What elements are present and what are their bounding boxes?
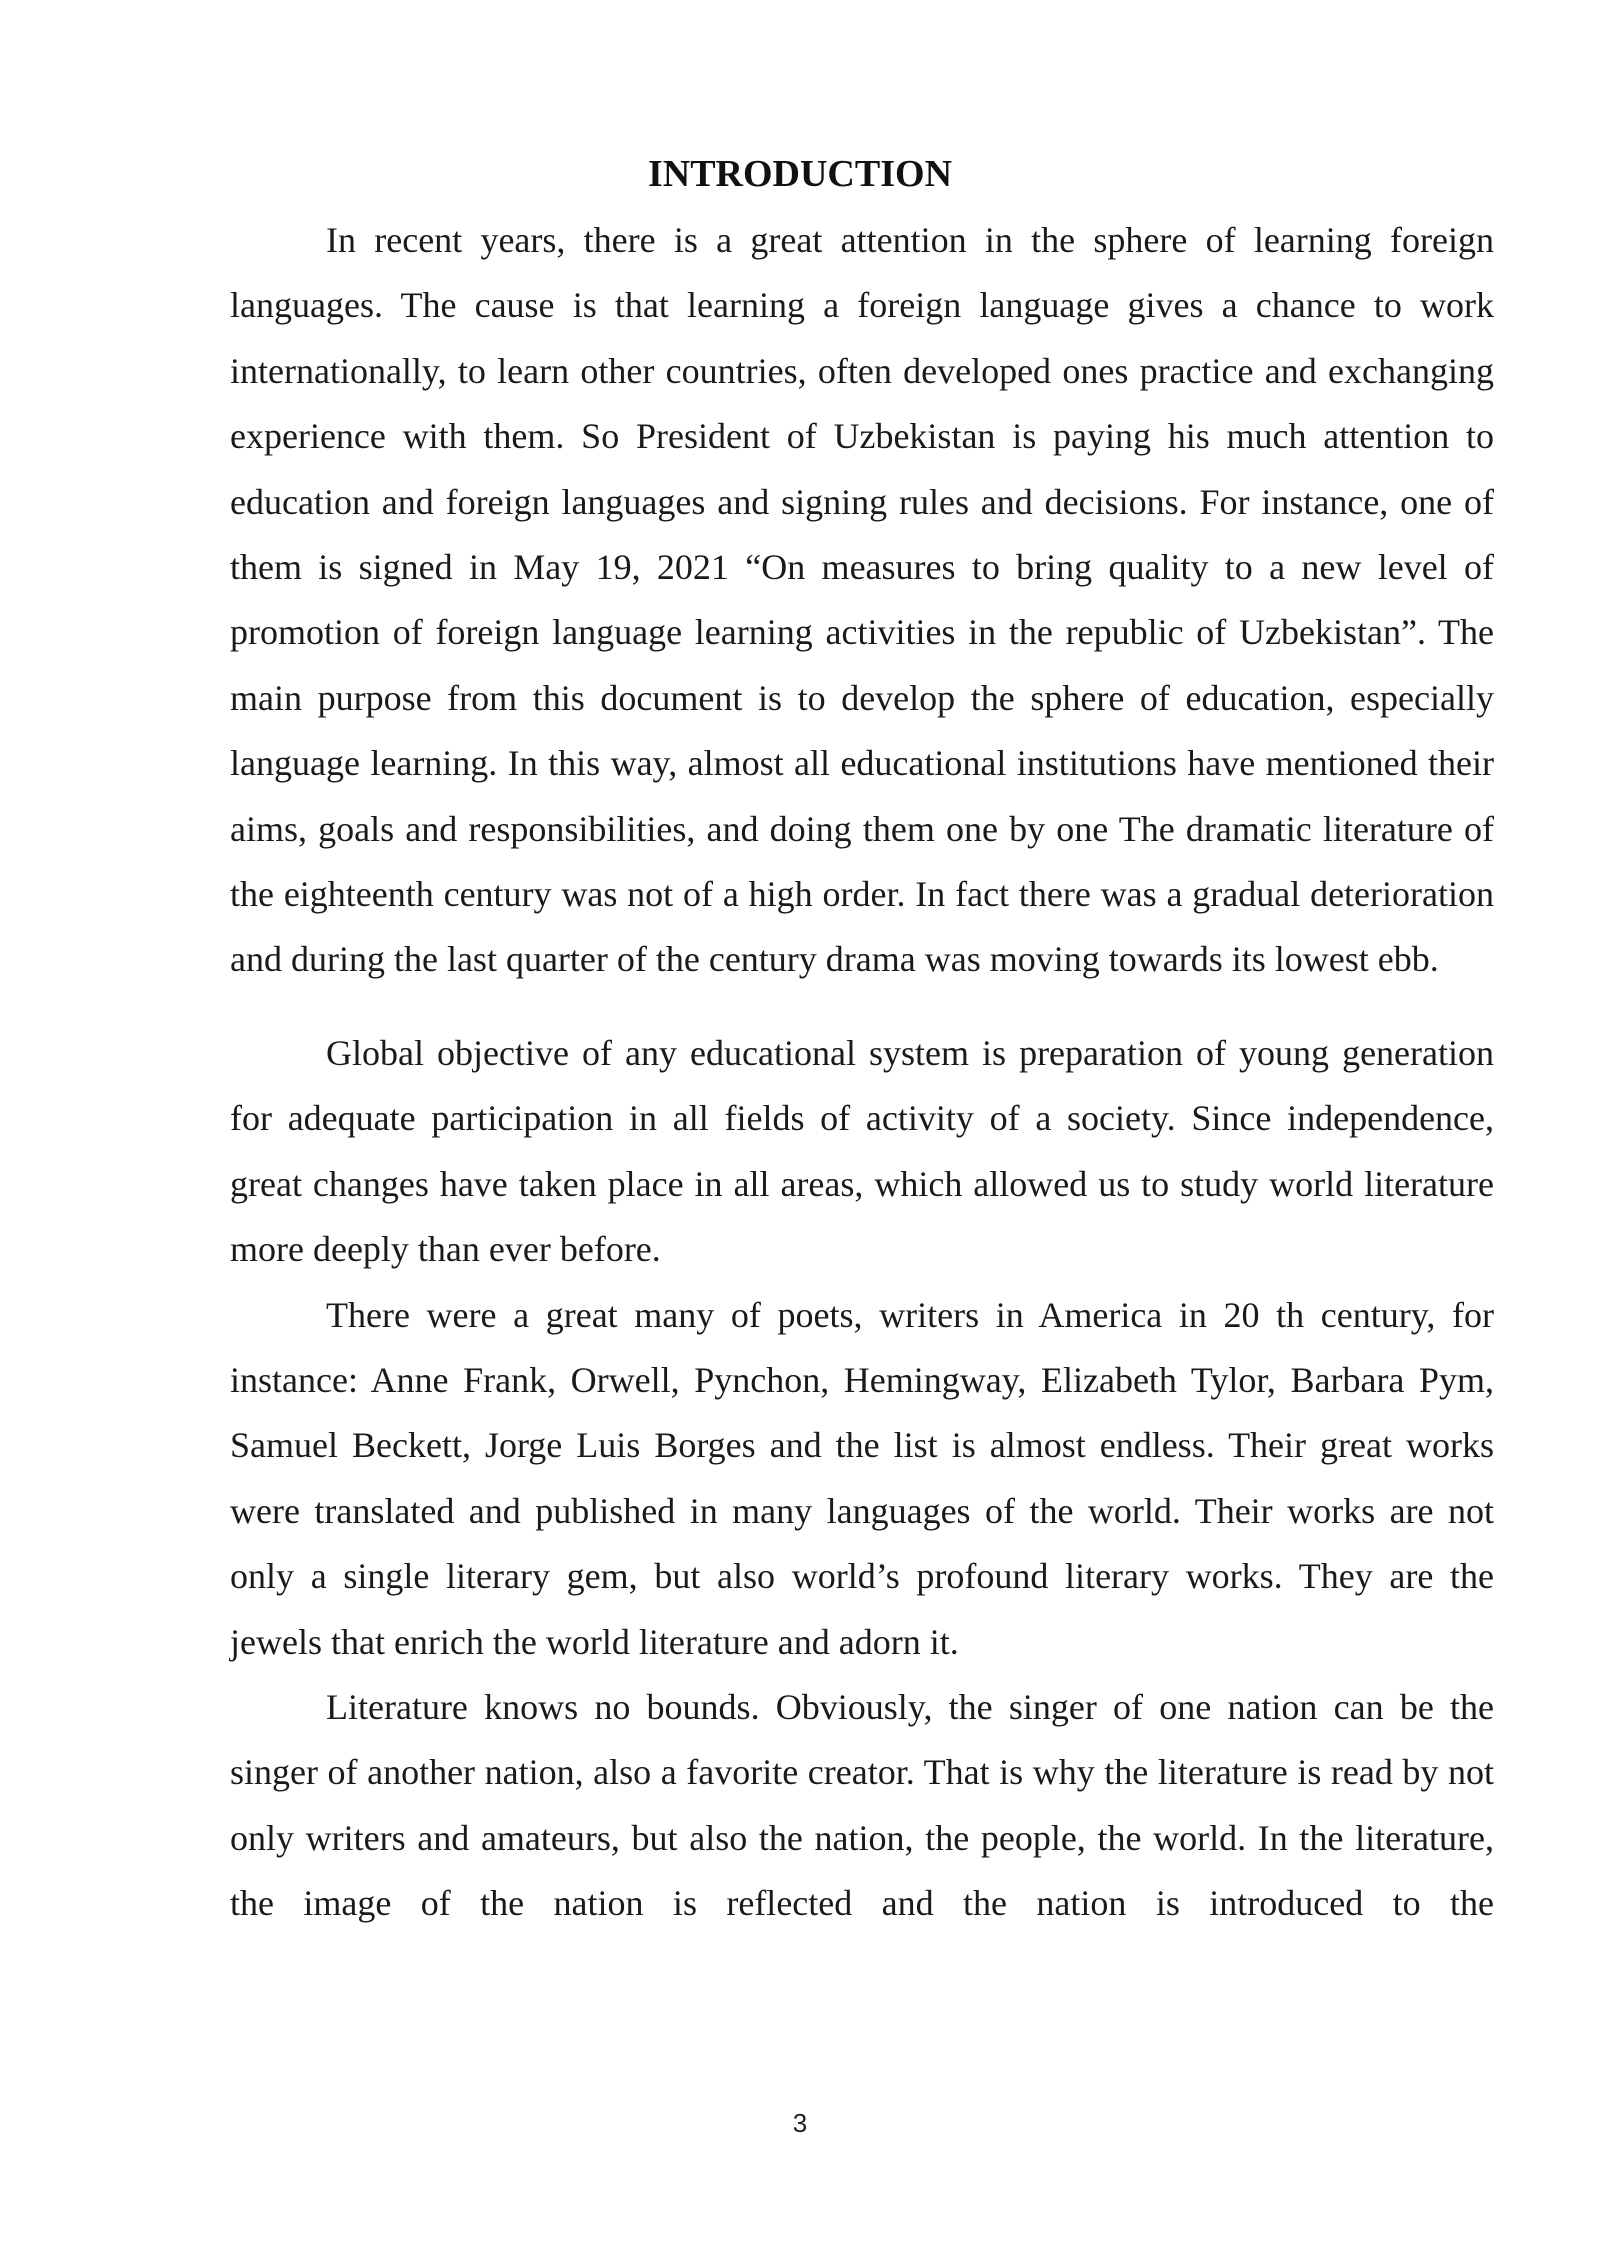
body-text <box>230 208 1494 1937</box>
paragraph-4: Literature knows no bounds. Obviously, the singer of one nation can be the singer of another nation, also a favorite creator. That is why the literature is read by not only writers and amateurs, but also the nation, the people, the world. In the literature, the image of the nation is reflected and the nation is introduced to the <box>230 1686 1494 1924</box>
paragraph-3: There were a great many of poets, writers in America in 20 th century, for instance: Anne Frank, Orwell, Pynchon, Hemingway, Elizabeth Tylor, Barbara Pym, Samuel Beckett, Jorge Luis Borges and the list is almost endless. Their great works were translated and published in many languages of the world. Their works are not only a single literary gem, but also world’s profound literary works. They are the jewels that enrich the world literature and adorn it. <box>230 1294 1494 1662</box>
paragraph-1: In recent years, there is a great attention in the sphere of learning foreign languages. The cause is that learning a foreign language gives a chance to work internationally, to learn other countries, often developed ones practice and exchanging experience with them. So President of Uzbekistan is paying his much attention to education and foreign languages and signing rules and decisions. For instance, one of them is signed in May 19, 2021 “On measures to bring quality to a new level of promotion of foreign language learning activities in the republic of Uzbekistan”. The main purpose from this document is to develop the sphere of education, especially language learning. In this way, almost all educational institutions have mentioned their aims, goals and responsibilities, and doing them one by one The dramatic literature of the eighteenth century was not of a high order. In fact there was a gradual deterioration and during the last quarter of the century drama was moving towards its lowest ebb. <box>230 220 1494 980</box>
page-title: INTRODUCTION <box>647 153 953 195</box>
page-number: 3 <box>792 2108 808 2138</box>
paragraph-2: Global objective of any educational system is preparation of young generation for adequate participation in all fields of activity of a society. Since independence, great changes have taken place in all areas, which allowed us to study world literature more deeply than ever before. <box>230 1032 1494 1270</box>
